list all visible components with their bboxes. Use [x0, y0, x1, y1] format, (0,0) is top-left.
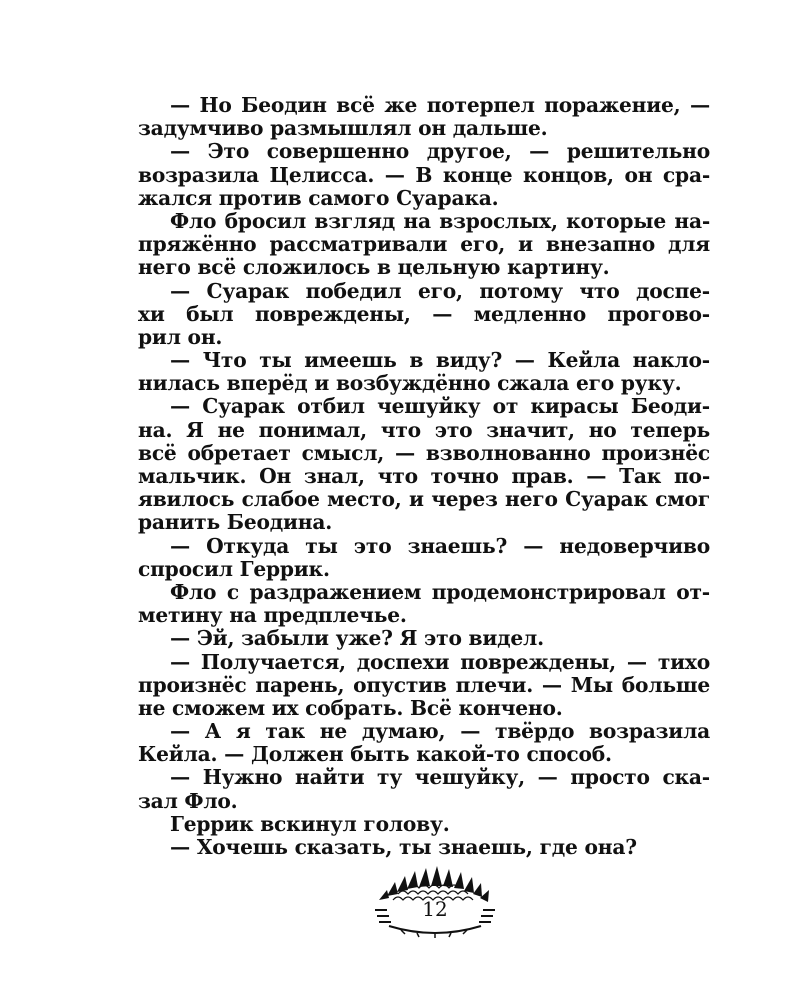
text-line: всё обретает смысл, — взволнованно произнёс	[138, 440, 710, 465]
text-line: Фло с раздражением продемонстрировал от-	[170, 579, 710, 604]
text-line: — Что ты имеешь в виду? — Кейла накло-	[170, 348, 710, 373]
text-line: — Суарак отбил чешуйку от кирасы Беоди-	[170, 394, 710, 419]
text-line: Кейла. — Должен быть какой-то способ.	[138, 742, 612, 767]
text-line: Геррик вскинул голову.	[170, 811, 450, 836]
text-line: — Получается, доспехи повреждены, — тихо	[170, 649, 710, 674]
text-line: зал Фло.	[138, 788, 238, 813]
text-line: явилось слабое место, и через него Суарак смог	[138, 487, 710, 512]
text-line: — Нужно найти ту чешуйку, — просто ска-	[170, 765, 710, 790]
text-line: — Суарак победил его, потому что доспе-	[170, 278, 710, 303]
text-line: на. Я не понимал, что это значит, но теперь	[138, 417, 710, 442]
text-line: Фло бросил взгляд на взрослых, которые на-	[170, 208, 710, 233]
page-number: 12	[422, 897, 448, 921]
text-line: него всё сложилось в цельную картину.	[138, 255, 610, 280]
text-line: ранить Беодина.	[138, 510, 333, 535]
text-line: рил он.	[138, 324, 223, 349]
text-line: возразила Целисса. — В конце концов, он сра-	[138, 162, 710, 187]
text-line: произнёс парень, опустив плечи. — Мы больше	[138, 672, 710, 697]
text-line: — Это совершенно другое, — решительно	[170, 139, 710, 164]
text-line: жался против самого Суарака.	[138, 185, 499, 210]
text-line: пряжённо рассматривали его, и внезапно для	[138, 232, 710, 257]
text-line: — Эй, забыли уже? Я это видел.	[170, 626, 544, 651]
body-text	[138, 94, 710, 859]
text-line: не сможем их собрать. Всё кончено.	[138, 695, 563, 720]
text-line: метину на предплечье.	[138, 603, 407, 628]
text-line: — Хочешь сказать, ты знаешь, где она?	[170, 835, 637, 859]
text-line: — Откуда ты это знаешь? — недоверчиво	[170, 533, 710, 558]
text-line: — А я так не думаю, — твёрдо возразила	[170, 719, 710, 744]
text-line: нилась вперёд и возбуждённо сжала его руку.	[138, 371, 682, 396]
text-line: спросил Геррик.	[138, 556, 330, 581]
text-line: хи был повреждены, — медленно прогово-	[138, 301, 710, 326]
text-line: — Но Беодин всё же потерпел поражение, —	[170, 93, 710, 117]
text-line: задумчиво размышлял он дальше.	[138, 116, 548, 141]
page-folio	[373, 866, 497, 938]
text-line: мальчик. Он знал, что точно прав. — Так по-	[138, 464, 710, 488]
